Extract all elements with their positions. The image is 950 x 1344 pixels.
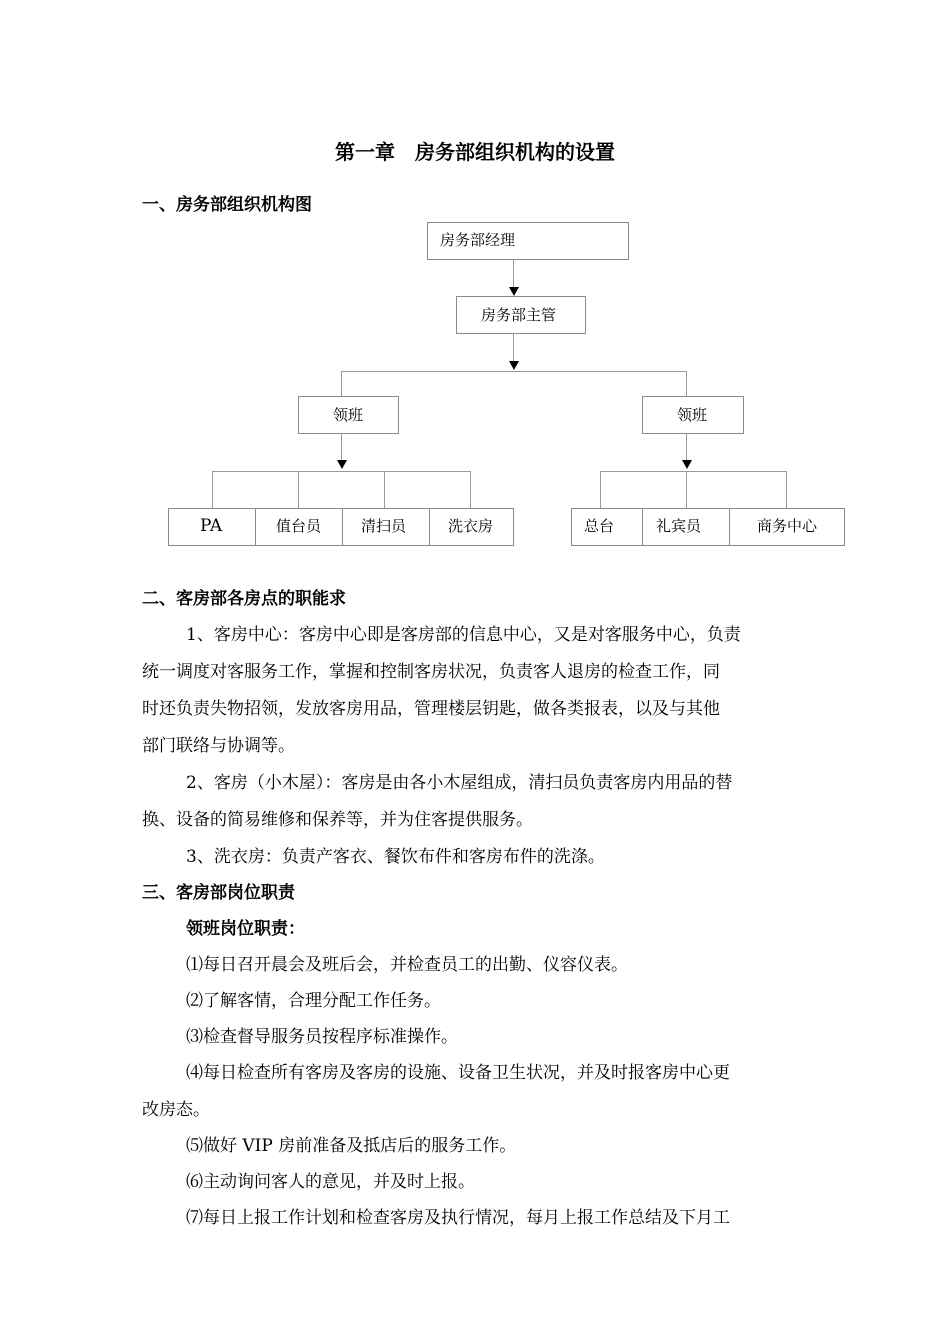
section2-heading: 二、客房部各房点的职能求 [142, 589, 346, 609]
section1-heading: 一、房务部组织机构图 [142, 195, 312, 215]
duties-subheading: 领班岗位职责： [186, 919, 305, 939]
paragraph-line: 2、客房（小木屋）：客房是由各小木屋组成，清扫员负责客房内用品的替 [186, 773, 733, 793]
org-unit-label: 值台员 [276, 517, 322, 535]
connector-line [212, 471, 471, 472]
org-leader-left-label: 领班 [333, 406, 364, 424]
connector-line [686, 371, 687, 397]
duty-item: ⑹主动询问客人的意见，并及时上报。 [186, 1172, 475, 1192]
org-manager-label: 房务部经理 [440, 231, 516, 249]
connector-line [384, 471, 385, 509]
arrow-icon [509, 287, 519, 296]
connector-line [600, 471, 786, 472]
org-leader-left-box [298, 396, 399, 434]
connector-line [341, 371, 342, 397]
org-unit-label: 商务中心 [757, 517, 818, 535]
connector-line [600, 471, 601, 509]
connector-line [212, 471, 213, 509]
connector-line [341, 434, 342, 460]
connector-line [341, 371, 686, 372]
connector-line [686, 471, 687, 509]
arrow-icon [682, 460, 692, 469]
org-unit-pa [168, 508, 256, 546]
org-unit-label: 清扫员 [361, 517, 407, 535]
org-unit-concierge [642, 508, 730, 546]
connector-line [513, 334, 514, 362]
org-leader-right-label: 领班 [677, 406, 708, 424]
org-unit-desk-attendant [255, 508, 343, 546]
paragraph-line: 1、客房中心：客房中心即是客房部的信息中心，又是对客服务中心，负责 [186, 625, 741, 645]
org-unit-laundry [429, 508, 514, 546]
org-chart [0, 0, 950, 600]
connector-line [686, 434, 687, 460]
connector-line [513, 260, 514, 288]
paragraph-line: 换、设备的简易维修和保养等，并为住客提供服务。 [142, 810, 533, 830]
org-unit-label: 礼宾员 [656, 517, 702, 535]
paragraph-line: 统一调度对客服务工作，掌握和控制客房状况，负责客人退房的检查工作，同 [142, 662, 720, 682]
org-supervisor-box [456, 296, 586, 334]
org-supervisor-label: 房务部主管 [481, 306, 557, 324]
paragraph-line: 部门联络与协调等。 [142, 736, 295, 756]
org-unit-label: 总台 [584, 517, 615, 535]
paragraph-line: 3、洗衣房：负责产客衣、餐饮布件和客房布件的洗涤。 [186, 847, 605, 867]
org-unit-label: PA [200, 516, 223, 536]
chapter-title: 第一章 房务部组织机构的设置 [335, 140, 615, 164]
org-unit-business-center [729, 508, 845, 546]
paragraph-line: 时还负责失物招领，发放客房用品，管理楼层钥匙，做各类报表，以及与其他 [142, 699, 720, 719]
duty-item: 改房态。 [142, 1100, 210, 1120]
connector-line [298, 471, 299, 509]
arrow-icon [509, 361, 519, 370]
duty-item: ⑵了解客情，合理分配工作任务。 [186, 991, 441, 1011]
connector-line [786, 471, 787, 509]
section3-heading: 三、客房部岗位职责 [142, 883, 295, 903]
arrow-icon [337, 460, 347, 469]
org-leader-right-box [642, 396, 744, 434]
connector-line [470, 471, 471, 509]
duty-item: ⑷每日检查所有客房及客房的设施、设备卫生状况，并及时报客房中心更 [186, 1063, 730, 1083]
duty-item: ⑺每日上报工作计划和检查客房及执行情况，每月上报工作总结及下月工 [186, 1208, 730, 1228]
org-unit-cleaner [342, 508, 430, 546]
duty-item: ⑸做好 VIP 房前准备及抵店后的服务工作。 [186, 1136, 517, 1156]
org-unit-label: 洗衣房 [448, 517, 494, 535]
duty-item: ⑴每日召开晨会及班后会，并检查员工的出勤、仪容仪表。 [186, 955, 628, 975]
org-manager-box [427, 222, 629, 260]
duty-item: ⑶检查督导服务员按程序标准操作。 [186, 1027, 458, 1047]
org-unit-front-desk [571, 508, 643, 546]
